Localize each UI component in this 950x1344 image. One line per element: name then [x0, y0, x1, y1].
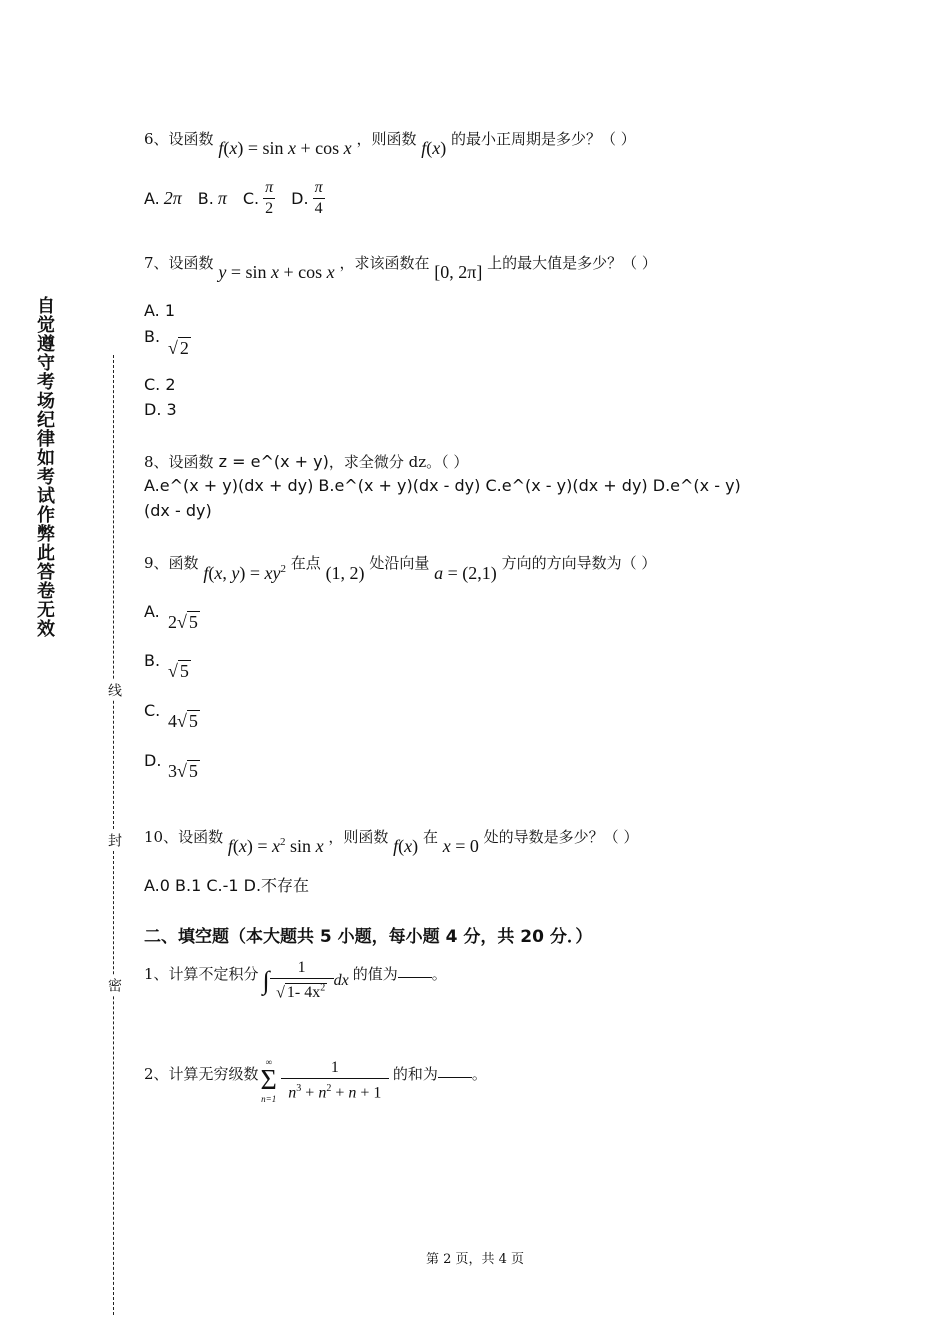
fill1-dx: dx: [333, 971, 349, 989]
q6-option-b-value: π: [217, 188, 227, 208]
integral-sign-icon: ∫: [262, 965, 270, 995]
section-2-title: 二、填空题（本大题共 5 小题，每小题 4 分，共 20 分．）: [144, 927, 593, 947]
fill2-denominator: $n^3 + n^2 + n + 1$: [288, 1083, 382, 1102]
q7-option-b-radicand: 2: [179, 338, 189, 358]
q9-option-d-radicand: 5: [188, 761, 198, 781]
q7-mid: ，求该函数在: [339, 254, 430, 272]
fill1-prefix: 1、计算不定积分: [144, 965, 259, 983]
fill1-end: 。: [431, 965, 447, 983]
sum-upper-limit: ∞: [265, 1057, 272, 1067]
question-10: [144, 826, 639, 856]
q6-option-c-label: C.: [242, 189, 260, 208]
fill1-numerator: 1: [270, 958, 334, 979]
fill-question-2: [144, 1058, 487, 1104]
q9-option-a-label: A.: [144, 602, 160, 621]
q6-mid: ，则函数: [356, 130, 417, 148]
q7-interval: [0, 2π]: [434, 262, 483, 282]
q7-prefix: 7、设函数: [144, 254, 214, 272]
sum-lower-limit: n=1: [261, 1094, 277, 1104]
q10-options: A.0 B.1 C.-1 D.不存在: [144, 876, 310, 895]
q9-formula: f(x, $y) = xy^2$: [203, 563, 286, 583]
summation: [261, 1058, 277, 1104]
q6-option-d-label: D.: [291, 189, 309, 208]
q6-option-b-label: B.: [197, 189, 214, 208]
sigma-icon: Σ: [260, 1065, 277, 1096]
q9-option-a-coef: 2: [168, 612, 177, 632]
q6-option-d-den: 4: [314, 200, 323, 217]
q9-prefix: 9、函数: [144, 554, 199, 572]
fill2-end: 。: [471, 1065, 487, 1083]
q10-mid1: ，则函数: [328, 828, 389, 846]
q6-option-d-num: π: [313, 178, 325, 199]
q8-formula: z = e^(x + y): [213, 452, 329, 471]
q8-options-line-1: A.e^(x + y)(dx + dy) B.e^(x + y)(dx - dy) C.e^(x - y)(dx + dy) D.e^(x - y): [144, 476, 741, 495]
question-9: [144, 552, 657, 583]
q9-option-b-radicand: 5: [179, 661, 189, 681]
question-6: [144, 128, 636, 158]
question-7: [144, 252, 657, 282]
fill2-prefix: 2、计算无穷级数: [144, 1065, 259, 1083]
page-footer: 第 2 页，共 4 页: [425, 1252, 525, 1267]
binding-label-line: 线: [104, 680, 124, 700]
q6-option-a-label: A.: [144, 189, 160, 208]
q9-option-d-value: 3√ 5: [168, 761, 198, 781]
binding-label-secret: 密: [104, 975, 124, 995]
binding-label-seal: 封: [104, 830, 124, 850]
q6-option-c-den: 2: [265, 200, 274, 217]
q6-option-c-num: π: [263, 178, 275, 199]
q6-formula: f(x) = sin x + cos x: [218, 138, 352, 158]
q9-vector: a = (2,1): [434, 563, 497, 583]
fill1-denominator: √ 1- $4x^2$: [276, 983, 326, 1002]
q10-mid2: 在: [422, 828, 438, 846]
q6-prefix: 6、设函数: [144, 130, 214, 148]
q7-option-b-value: √ 2: [168, 338, 189, 358]
fill2-fraction: [281, 1058, 389, 1103]
q9-option-d-coef: 3: [168, 761, 177, 781]
q7-option-b-label: B.: [144, 327, 161, 346]
q9-option-b-label: B.: [144, 651, 161, 670]
q9-option-d-label: D.: [144, 751, 162, 770]
q7-option-a: A. 1: [144, 301, 176, 320]
q6-fx: f(x): [421, 138, 447, 158]
fill2-answer-blank: [438, 1063, 472, 1078]
q10-point: x = 0: [442, 836, 479, 856]
q6-option-d-fraction: [313, 178, 325, 219]
fill1-suffix: 的值为: [352, 965, 398, 983]
q6-option-a-value: 2π: [163, 188, 182, 208]
q7-formula: y = sin x + cos x: [218, 262, 335, 282]
q9-option-b-value: √ 5: [168, 661, 189, 681]
q9-vector-value: (2,1): [462, 563, 497, 583]
exam-discipline-notice: 自觉遵守考场纪律如考试作弊此答卷无效: [34, 296, 55, 638]
q9-suffix: 方向的方向导数为（ ）: [501, 554, 657, 572]
fill-question-1: [144, 958, 447, 1003]
q9-option-a-radicand: 5: [188, 612, 198, 632]
q10-formula: $f(x) = x^2$ sin x: [227, 836, 324, 856]
q9-option-c-label: C.: [144, 701, 161, 720]
fill1-fraction: [270, 958, 334, 1003]
question-8: [144, 451, 468, 472]
q9-option-c-coef: 4: [168, 711, 177, 731]
q8-prefix: 8、设函数: [144, 453, 214, 471]
q7-option-c: C. 2: [144, 375, 176, 394]
q6-suffix: 的最小正周期是多少？（ ）: [451, 130, 636, 148]
fill1-answer-blank: [398, 963, 432, 978]
fill2-numerator: 1: [281, 1058, 389, 1079]
fill1-radicand: 1- 4x: [286, 984, 321, 1002]
q8-suffix: ，求全微分 dz。（ ）: [328, 453, 469, 471]
q9-option-a-value: 2√ 5: [168, 612, 198, 632]
q6-option-c-fraction: [263, 178, 275, 219]
q9-option-c-value: 4√ 5: [168, 711, 198, 731]
q9-mid2: 处沿向量: [369, 554, 430, 572]
q10-prefix: 10、设函数: [144, 828, 224, 846]
q8-options-line-2: (dx - dy): [144, 501, 212, 520]
q7-suffix: 上的最大值是多少？（ ）: [487, 254, 657, 272]
q9-option-c-radicand: 5: [188, 711, 198, 731]
q10-fx: f(x): [393, 836, 419, 856]
q6-options: [144, 178, 325, 219]
q10-mid3: 处的导数是多少？（ ）: [483, 828, 639, 846]
q7-option-d: D. 3: [144, 400, 177, 419]
fill2-suffix: 的和为: [392, 1065, 438, 1083]
q9-mid1: 在点: [290, 554, 321, 572]
q9-point: (1, 2): [325, 563, 365, 583]
